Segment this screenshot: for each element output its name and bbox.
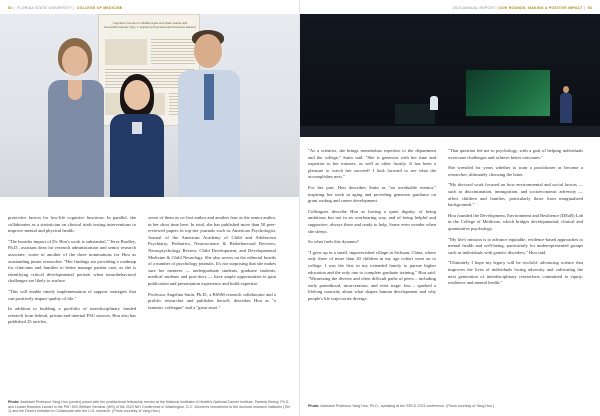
paragraph: "That question led me to psychology, with a goal of helping individuals overcome challenges and achieve better outcomes.": [448, 148, 583, 160]
paragraph: She wrestled for years whether to train a practitioner or become a researcher, ultimately choosing the latter.: [448, 165, 583, 177]
paragraph: "This will enable timely implementation of support strategies that can positively impact quality of life.": [8, 288, 136, 301]
paragraph: "My doctoral work focused on how environmental and social factors — such as discrimination, immigration, and socioeconomic adversity — affect children and families, particularly those from marginalized backgrounds.": [448, 182, 583, 208]
paragraph: So what fuels this dynamo?: [308, 239, 359, 245]
right-column-1: [308, 148, 436, 306]
speaker-figure: [560, 86, 572, 126]
poster-group-photo: [0, 14, 300, 197]
right-runhead-text: 2023 ANNUAL REPORT |: [452, 6, 498, 10]
paragraph: seven of them as co-first author and another four as the senior author, in her short time here. In total, she has published more than 50 peer-reviewed papers in top-tier journals such as American Psychologist, Journal of the American Academy of Child and Adolescent Psychiatry, Pediatrics, Neuroscience & Biobehavioral Reviews, Neuropsychology Review, Child Development, and Developmental Medicine & Child Neurology. She also serves on the editorial boards of a number of psychology journals. It's not surprising that she makes sure her mentees — undergraduate students, graduate students, medical students and post-docs — have ample opportunities to gain publication and presentation experience and build expertise.: [148, 215, 276, 286]
caption-text: Assistant Professor Yang Hou (center) poses with her postdoctoral fellowship mentor at the National Institutes of Health's National Cancer Institute, Pamela Hickey, Ph.D. and Leader Brandon Lander in the Pitt / NIS Welfare Seminar (WS) of the 2023 NIH Conference in Washington, D.C. Women's recruitment to the doctoral research institutes (Tier 1) and the Dean's Initiative to Collaborate with the U.S. research. (Photo courtesy of Yang Hou.): [8, 400, 291, 414]
left-running-header: 52 | FLORIDA STATE UNIVERSITY | COLLEGE OF MEDICINE: [8, 6, 123, 10]
right-photo-caption: [308, 404, 592, 409]
paragraph: "The broader impact of Dr. Hou's work is substantial," Terra Bradley, Ph.D., assistant dean for research administration and senior research associate, wrote in another of the three nominations for Hou as outstanding junior researcher. "Her findings are providing a roadmap for clinicians and families to better manage patient care, as she is identifying critical developmental periods when neurobehavioral challenges are likely to surface.: [8, 238, 136, 284]
stage-floor: [300, 126, 600, 137]
paragraph: In addition to building a portfolio of interdisciplinary funded research from federal, private and internal FSU sources, Hou also has published 25 articles,: [8, 306, 136, 325]
left-column-1: [8, 215, 136, 330]
left-runhead-college: COLLEGE OF MEDICINE: [76, 6, 123, 10]
paragraph: protective factors for low-life cognitive functions. In parallel, she collaborates as a statistician on clinical trials testing interventions to improve mental and physical health.: [8, 215, 136, 234]
podium: [430, 96, 438, 110]
paragraph: "My life's mission is to advance equitable, evidence-based approaches to mental health and well-being, particularly for underrepresented groups such as individuals with genetic disorders," Hou said.: [448, 236, 583, 255]
conference-speaking-photo: [300, 14, 600, 137]
paragraph: For her part, Hou describes Sutin as "an invaluable mentor," inspiring her work in aging and providing generous guidance on grant writing and career development.: [308, 184, 436, 204]
caption-text: Assistant Professor Yang Hou, Ph.D., speaking at the SRCD 2023 conference. (Photo courtesy of Yang Hou.): [320, 404, 495, 408]
right-runhead-section: DOE ROUNDS: MAKING A POSITIVE IMPACT: [499, 6, 583, 10]
presentation-screen: [465, 69, 551, 117]
left-photo-caption: [8, 400, 292, 414]
left-page-number: 52: [8, 6, 13, 10]
left-column-2: [148, 215, 276, 315]
right-page: [300, 0, 600, 416]
person-right: [178, 30, 242, 197]
paragraph: "Ultimately I hope my legacy will be twofold: advancing science that improves the lives of individuals facing adversity and cultivating the next generation of interdisciplinary researchers committed to equity, resilience and mental health.": [448, 260, 583, 286]
paragraph: Hou founded the Development, Environment and Resilience (DEaR) Lab in the College of Medicine, which bridges developmental, clinical and quantitative psychology.: [448, 212, 583, 231]
person-center: [110, 74, 166, 197]
right-page-number: 53: [587, 6, 592, 10]
left-runhead-school: FLORIDA STATE UNIVERSITY: [17, 6, 72, 10]
right-running-header: 2023 ANNUAL REPORT | DOE ROUNDS: MAKING A POSITIVE IMPACT | 53: [452, 6, 592, 10]
side-screen: [395, 104, 435, 124]
person-left: [48, 38, 108, 197]
paragraph: Professor Angelina Sutin, Ph.D., a BSSM research collaborator and a prolific researcher and publisher herself, describes Hou as "a fantastic colleague" and a "great asset.": [148, 291, 276, 310]
paragraph: "I grew up in a small, impoverished village in Sichuan, China, where only three of more than 20 children in my age cohort went on to college. I was the first in my extended family to pursue higher education and the only one to complete graduate training," Hou said. "Witnessing the diverse and often difficult paths of peers – including early parenthood, incarceration, and even tragic loss – sparked a lifelong curiosity about what shapes human development and why people's life trajectories diverge.: [308, 249, 436, 301]
caption-label: Photo:: [8, 400, 20, 404]
caption-label: Photo:: [308, 404, 320, 408]
poster-title: Cognitive Function in Middle Aged and Older Adults with Neurofibromatosis Type 1: Exploring Psychosocial Protective Factors: [104, 21, 196, 29]
right-column-2: [448, 148, 583, 291]
paragraph: Colleagues describe Hou as having a quiet dignity, of being ambitious but not in an overbearing way, and of being helpful and supportive, always there and ready to help. Some even wonder when she sleeps.: [308, 208, 436, 234]
paragraph: "As a scientist, she brings tremendous expertise to the department and the college," Sutin said. "She is generous with her time and expertise to her trainees, as well as other faculty. It has been a pleasure to watch her succeed! I look forward to see what the accomplishes next.": [308, 148, 436, 180]
